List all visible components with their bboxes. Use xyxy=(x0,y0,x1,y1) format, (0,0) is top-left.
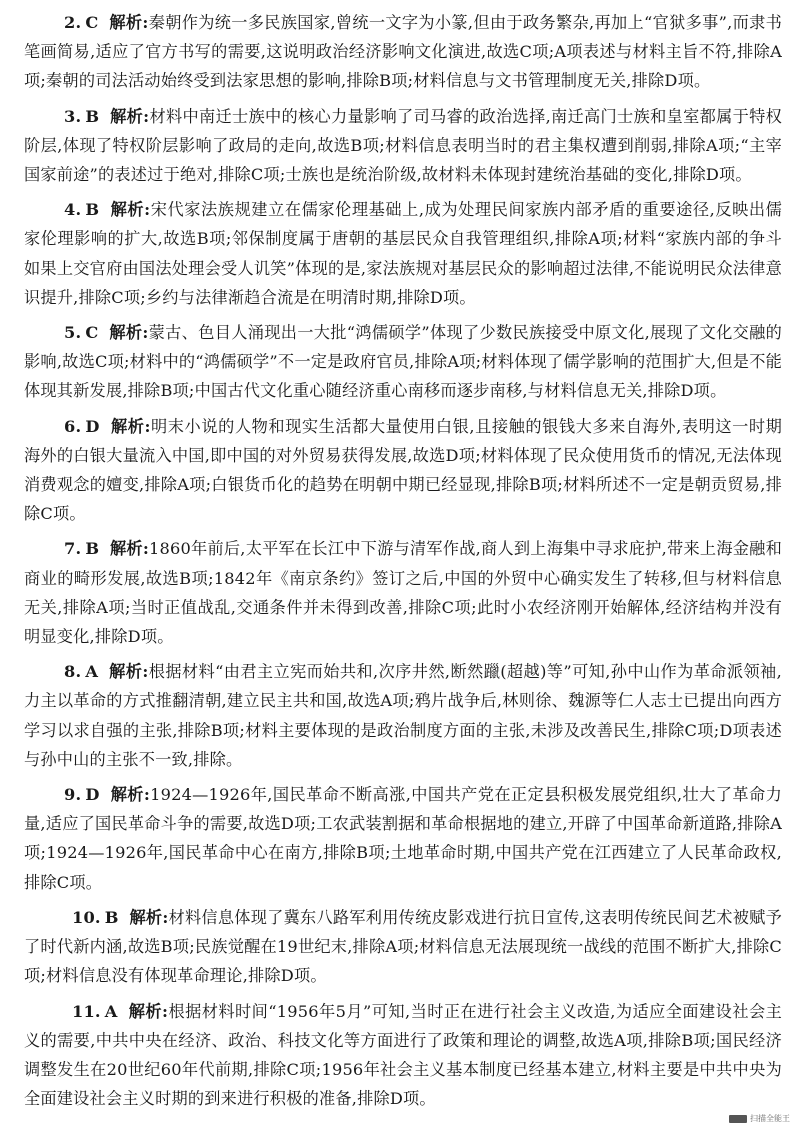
answer-item-6 xyxy=(0,412,800,529)
item-label: 解析: xyxy=(111,416,151,436)
item-label: 解析: xyxy=(109,13,149,32)
item-answer: B xyxy=(85,539,100,559)
item-label: 解析: xyxy=(109,662,149,682)
item-number: 8. xyxy=(64,662,82,682)
item-label: 解析: xyxy=(109,323,149,343)
item-text: 1860年前后,太平军在长江中下游与清军作战,商人到上海集中寻求庇护,带来上海金融和商业的畸形发展,故选B项;1842年《南京条约》签订之后,中国的外贸中心确实发生了转移,但与材料信息无关,排除A项;当时正值战乱,交通条件并未得到改善,排除C项;此时小农经济刚开始解体,经济结构并没有明显变化,排除D项。 xyxy=(24,539,782,647)
item-number: 10. xyxy=(72,907,101,927)
item-number: 6. xyxy=(64,416,82,436)
answer-item-9 xyxy=(0,780,800,897)
item-number: 5. xyxy=(64,323,82,343)
item-text: 明末小说的人物和现实生活都大量使用白银,且接触的银钱大多来自海外,表明这一时期海外的白银大量流入中国,即中国的对外贸易获得发展,故选D项;材料体现了民众使用货币的情况,无法体现消费观念的嬗变,排除A项;白银货币化的趋势在明朝中期已经显现,排除B项;材料所述不一定是朝贡贸易,排除C项。 xyxy=(24,416,782,524)
answer-explanations xyxy=(0,8,800,1119)
answer-item-2 xyxy=(0,8,800,96)
item-answer: C xyxy=(85,13,99,32)
item-label: 解析: xyxy=(110,785,151,805)
item-text: 秦朝作为统一多民族国家,曾统一文字为小篆,但由于政务繁杂,再加上“官狱多事”,而隶书笔画简易,适应了官方书写的需要,这说明政治经济影响文化演进,故选C项;A项表述与材料主旨不符,排除A项;秦朝的司法活动始终受到法家思想的影响,排除B项;材料信息与文书管理制度无关,排除D项。 xyxy=(24,13,782,91)
answer-item-5 xyxy=(0,318,800,406)
item-answer: C xyxy=(85,323,99,343)
answer-item-7 xyxy=(0,534,800,651)
item-answer: B xyxy=(104,907,119,927)
item-number: 7. xyxy=(64,539,82,559)
answer-item-8 xyxy=(0,657,800,774)
item-text: 1924—1926年,国民革命不断高涨,中国共产党在正定县积极发展党组织,壮大了革命力量,适应了国民革命斗争的需要,故选D项;工农武装割据和革命根据地的建立,开辟了中国革命新道路,排除A项;1924—1926年,国民革命中心在南方,排除B项;土地革命时期,中国共产党在江西建立了人民革命政权,排除C项。 xyxy=(24,785,782,892)
item-answer: D xyxy=(85,416,100,436)
item-number: 4. xyxy=(64,200,82,220)
item-number: 2. xyxy=(64,13,82,32)
item-text: 宋代家法族规建立在儒家伦理基础上,成为处理民间家族内部矛盾的重要途径,反映出儒家伦理影响的扩大,故选B项;邻保制度属于唐朝的基层民众自我管理组织,排除A项;材料“家族内部的争斗如果上交官府由国法处理会受人讥笑”体现的是,家法族规对基层民众的影响超过法律,不能说明民众法律意识提升,排除C项;乡约与法律渐趋合流是在明清时期,排除D项。 xyxy=(24,200,782,307)
scanner-watermark xyxy=(729,1113,790,1124)
item-label: 解析: xyxy=(128,1001,169,1021)
item-label: 解析: xyxy=(109,539,149,559)
watermark-text: 扫描全能王 xyxy=(750,1114,790,1123)
item-answer: A xyxy=(85,662,99,682)
item-number: 3. xyxy=(64,106,82,126)
item-text: 材料中南迁士族中的核心力量影响了司马睿的政治选择,南迁高门士族和皇室都属于特权阶层,体现了特权阶层影响了政局的走向,故选B项;材料信息表明当时的君主集权遭到削弱,排除A项;“主宰国家前途”的表述过于绝对,排除C项;士族也是统治阶级,故材料未体现封建统治基础的变化,排除D项。 xyxy=(24,106,782,185)
item-label: 解析: xyxy=(110,106,150,126)
item-answer: B xyxy=(85,106,100,126)
item-label: 解析: xyxy=(110,200,151,220)
item-number: 9. xyxy=(64,785,82,805)
item-text: 根据材料“由君主立宪而始共和,次序井然,断然躐(超越)等”可知,孙中山作为革命派领袖,力主以革命的方式推翻清朝,建立民主共和国,故选A项;鸦片战争后,林则徐、魏源等仁人志士已提出向西方学习以求自强的主张,排除B项;材料主要体现的是政治制度方面的主张,未涉及改善民生,排除C项;D项表述与孙中山的主张不一致,排除。 xyxy=(24,662,782,769)
item-text: 材料信息体现了冀东八路军利用传统皮影戏进行抗日宣传,这表明传统民间艺术被赋予了时代新内涵,故选B项;民族觉醒在19世纪末,排除A项;材料信息无法展现统一战线的范围不断扩大,排除C项;材料信息没有体现革命理论,排除D项。 xyxy=(24,907,782,986)
item-label: 解析: xyxy=(129,907,169,927)
answer-item-3 xyxy=(0,102,800,190)
answer-item-10 xyxy=(0,903,800,991)
answer-item-11 xyxy=(0,997,800,1114)
item-answer: D xyxy=(85,785,100,805)
item-answer: B xyxy=(85,200,100,220)
item-number: 11. xyxy=(72,1001,101,1021)
item-text: 蒙古、色目人涌现出一大批“鸿儒硕学”体现了少数民族接受中原文化,展现了文化交融的影响,故选C项;材料中的“鸿儒硕学”不一定是政府官员,排除A项;材料体现了儒学影响的范围扩大,但是不能体现其新发展,排除B项;中国古代文化重心随经济重心南移而逐步南移,与材料信息无关,排除D项。 xyxy=(24,323,782,401)
item-text: 根据材料时间“1956年5月”可知,当时正在进行社会主义改造,为适应全面建设社会主义的需要,中共中央在经济、政治、科技文化等方面进行了政策和理论的调整,故选A项,排除B项;国民经济调整发生在20世纪60年代前期,排除C项;1956年社会主义基本制度已经基本建立,材料主要是中共中央为全面建设社会主义时期的到来进行积极的准备,排除D项。 xyxy=(24,1001,782,1109)
scanner-logo-icon xyxy=(729,1115,747,1123)
item-answer: A xyxy=(104,1001,118,1021)
answer-item-4 xyxy=(0,195,800,312)
